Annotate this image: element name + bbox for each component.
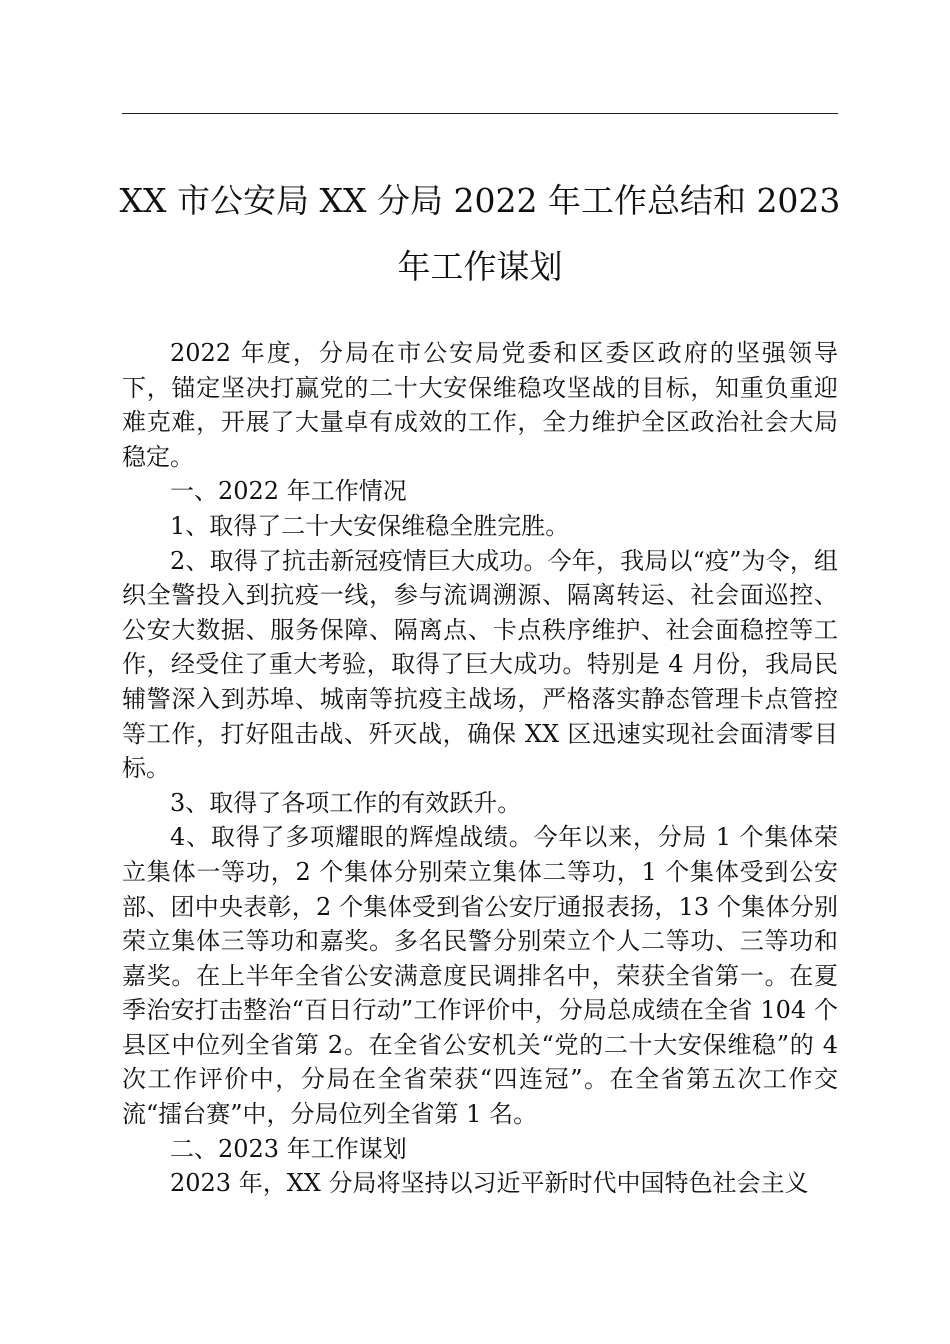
title-line-2: 年工作谋划 xyxy=(397,247,563,286)
header-rule xyxy=(122,113,838,114)
section-heading-2023: 二、2023 年工作谋划 xyxy=(170,1134,407,1163)
item-1-paragraph: 1、取得了二十大安保维稳全胜完胜。 xyxy=(170,511,570,540)
item-2-paragraph: 2、取得了抗击新冠疫情巨大成功。今年，我局以“疫”为令，组织全警投入到抗疫一线，参与流调溯源、隔离转运、社会面巡控、公安大数据、服务保障、隔离点、卡点秩序维护、社会面稳控等工作，经受住了重大考验，取得了巨大成功。特别是 4 月份，我局民辅警深入到苏埠、城南等抗疫主战场，严格落实静态管理卡点管控等工作，打好阻击战、歼灭战，确保 XX 区迅速实现社会面清零目标。 xyxy=(122,546,838,783)
intro-paragraph: 2022 年度，分局在市公安局党委和区委区政府的坚强领导下，锚定坚决打赢党的二十大安保维稳攻坚战的目标，知重负重迎难克难，开展了大量卓有成效的工作，全力维护全区政治社会大局稳定。 xyxy=(122,339,838,471)
item-4-paragraph: 4、取得了多项耀眼的辉煌战绩。今年以来，分局 1 个集体荣立集体一等功，2 个集体分别荣立集体二等功，1 个集体受到公安部、团中央表彰，2 个集体受到省公安厅通报表扬，13 个集体分别荣立集体三等功和嘉奖。多名民警分别荣立个人二等功、三等功和嘉奖。在上半年全省公安满意度民调排名中，荣获全省第一。在夏季治安打击整治“百日行动”工作评价中，分局总成绩在全省 104 个县区中位列全省第 2。在全省公安机关“党的二十大安保维稳”的 4 次工作评价中，分局在全省荣获“四连冠”。在全省第五次工作交流“擂台赛”中，分局位列全省第 1 名。 xyxy=(122,823,838,1129)
document-title xyxy=(110,168,850,300)
plan-2023-paragraph: 2023 年，XX 分局将坚持以习近平新时代中国特色社会主义 xyxy=(170,1169,809,1198)
document-body xyxy=(122,336,838,1201)
item-3-paragraph: 3、取得了各项工作的有效跃升。 xyxy=(170,788,522,817)
section-heading-2022: 一、2022 年工作情况 xyxy=(170,477,407,506)
title-line-1: XX 市公安局 XX 分局 2022 年工作总结和 2023 xyxy=(119,181,841,220)
